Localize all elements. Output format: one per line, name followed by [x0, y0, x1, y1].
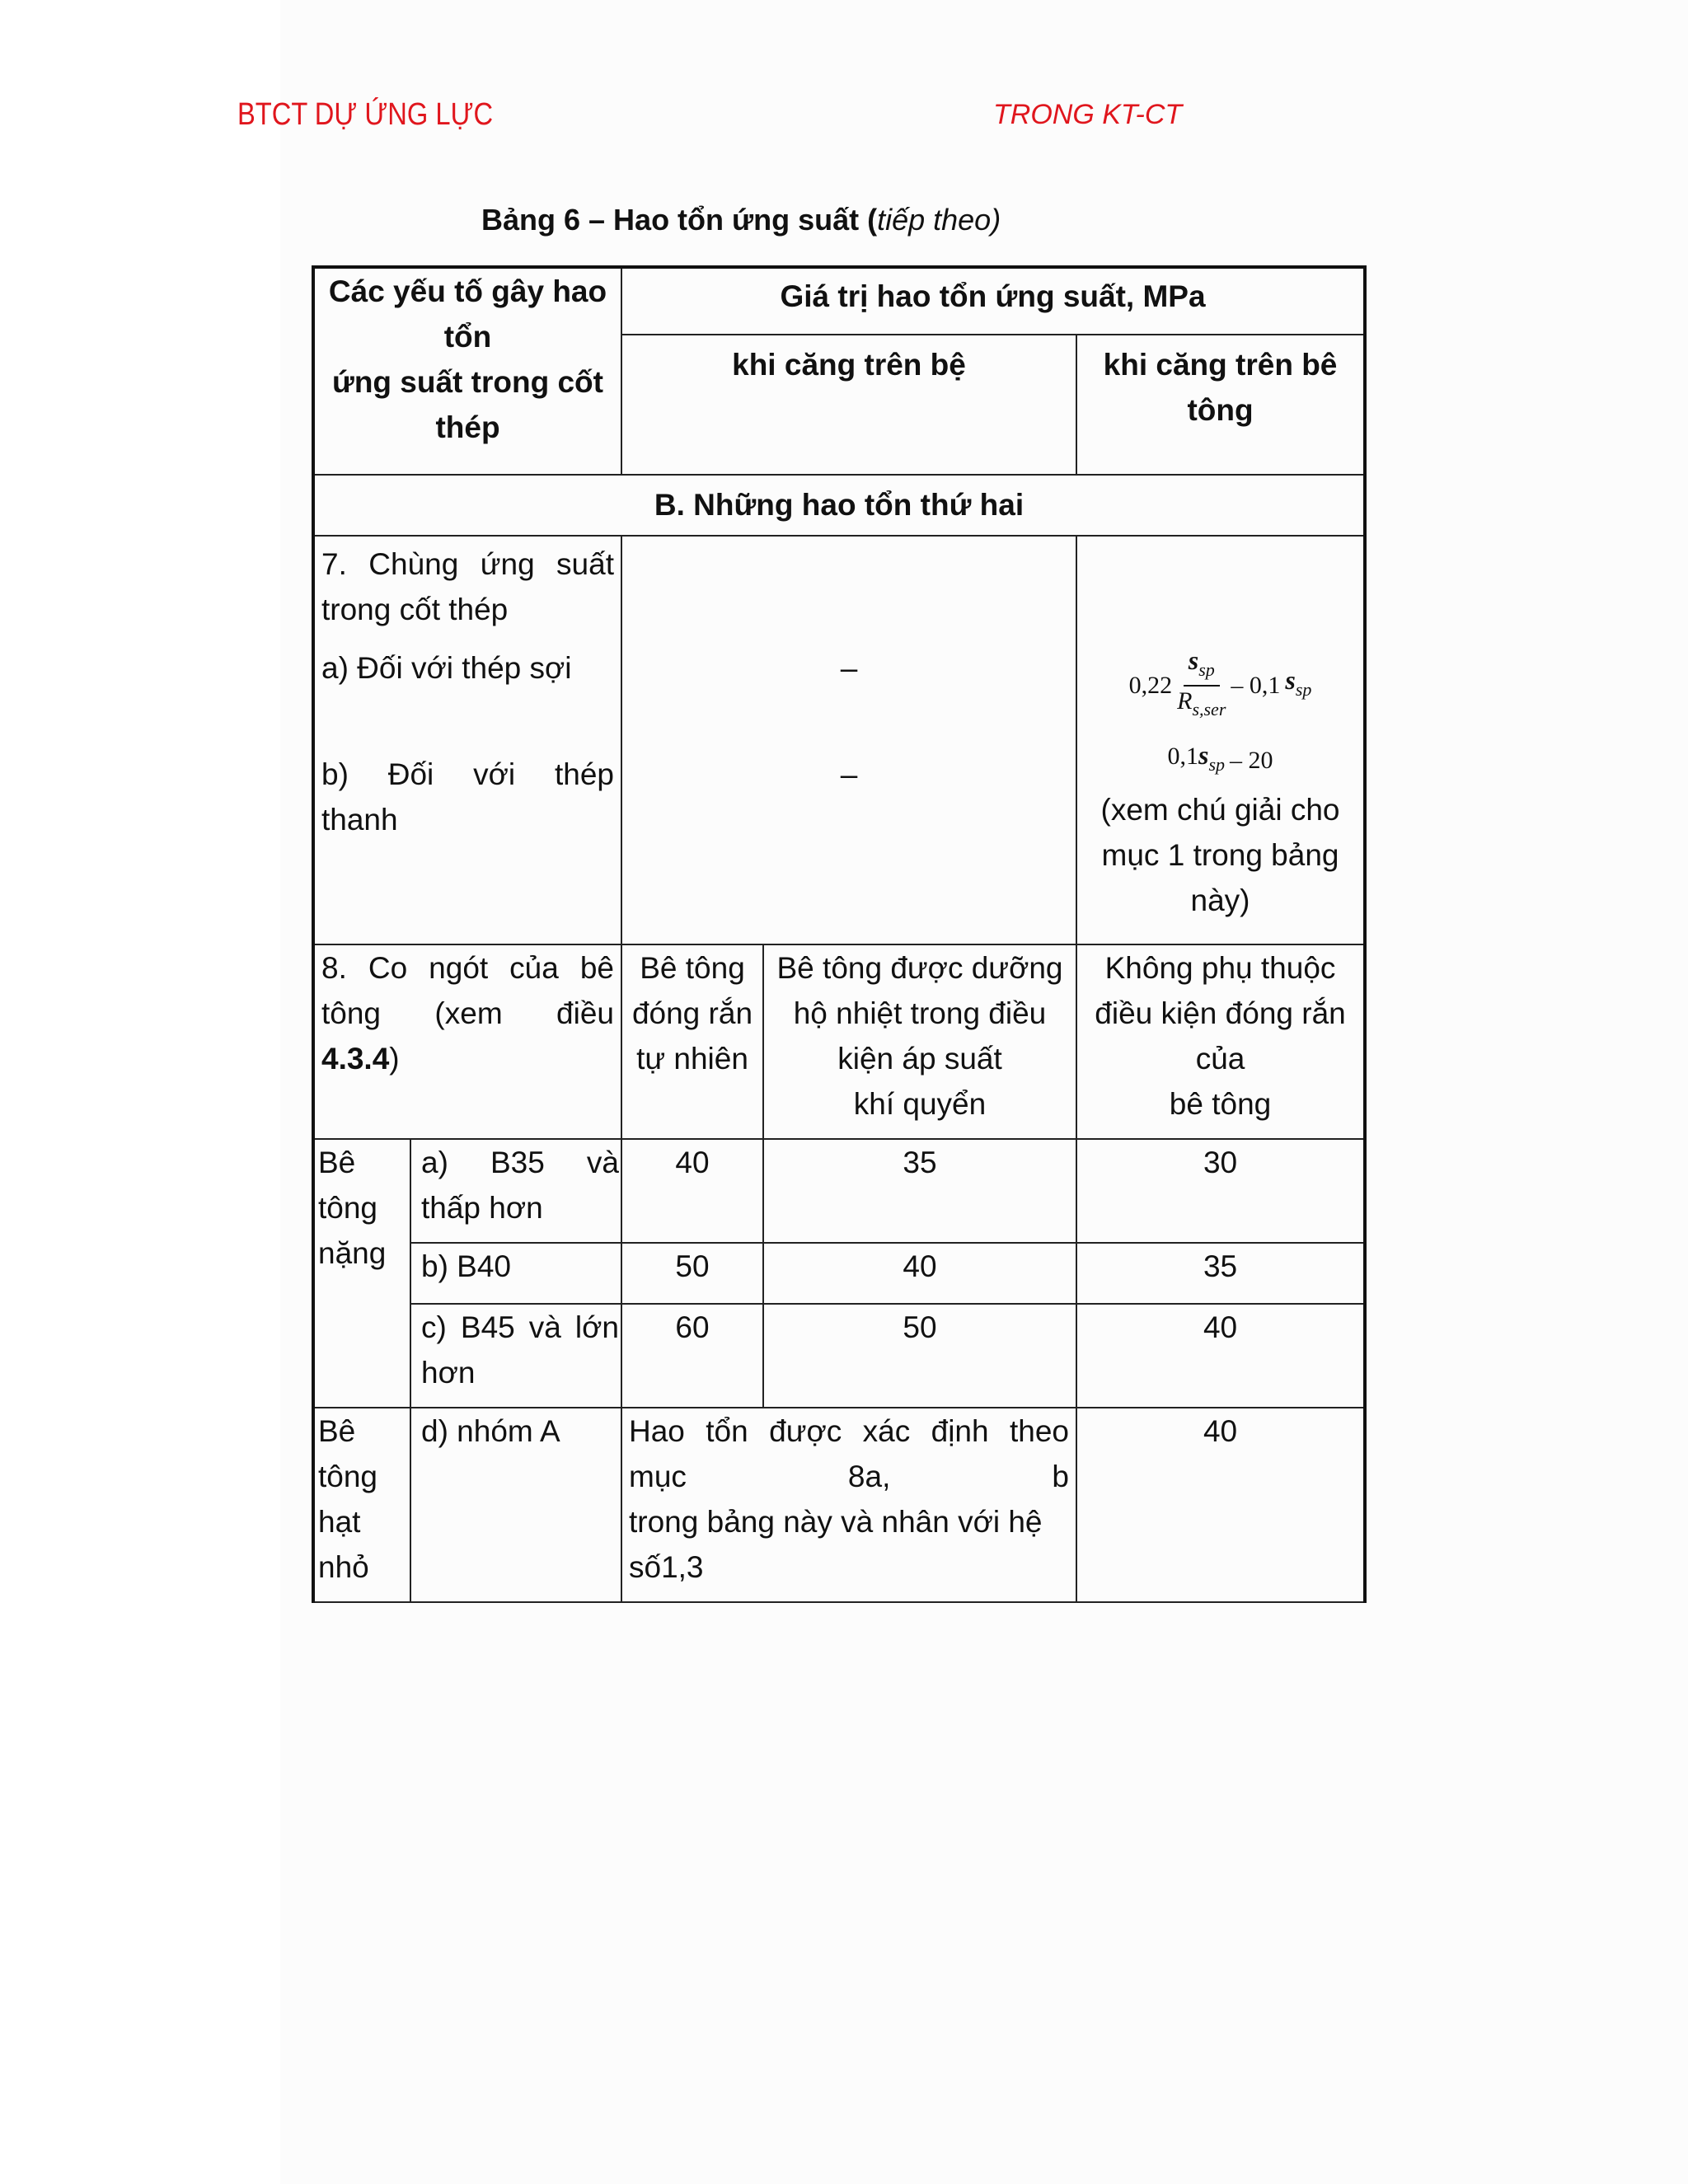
row7-factor: [313, 536, 621, 944]
row8-steam: [763, 944, 1076, 1139]
row8-clause-close: ): [389, 1042, 400, 1076]
row7-a-label: a) Đối với thép sợi: [321, 651, 572, 685]
heavy-row-b-label: b) B40: [410, 1243, 621, 1304]
formula-relaxation-wire: [1084, 645, 1357, 724]
heavy-row-a-label: [410, 1139, 621, 1243]
row7-b-label-line-2: thanh: [321, 803, 398, 837]
table-caption: [481, 203, 1001, 237]
heavy-row-c-independent: 40: [1076, 1304, 1365, 1408]
formula-a-den-sub: s,ser: [1192, 699, 1226, 719]
row8-natural-line-3: tự nhiên: [636, 1042, 748, 1076]
heavy-group-line-3: nặng: [318, 1236, 387, 1270]
row8-indep-line-4: bê tông: [1169, 1087, 1272, 1121]
row7-b-bed-value: –: [840, 757, 858, 791]
fine-group-line-4: nhỏ: [318, 1550, 369, 1584]
fine-concrete-group: [313, 1408, 410, 1602]
fine-group-line-1: Bê: [318, 1414, 356, 1448]
heavy-row-a-label-line-1: a) B35 và: [421, 1146, 619, 1179]
head-factors-line-3: ứng suất trong cốt: [332, 365, 603, 399]
heavy-row-c-natural: 60: [621, 1304, 763, 1408]
fine-row-d-note: [621, 1408, 1076, 1602]
row7-bed: [621, 536, 1076, 944]
formula-b-symbol: s: [1198, 740, 1209, 770]
row8-natural: [621, 944, 763, 1139]
head-factors-line-2: tổn: [443, 320, 492, 354]
row8-steam-line-3: kiện áp suất: [837, 1042, 1002, 1076]
heavy-row-c-steam: 50: [763, 1304, 1076, 1408]
fine-note-line-2: mục 8a, b: [629, 1460, 1069, 1493]
row7-b-label-line-1: b) Đối với thép: [321, 757, 614, 791]
row7-title-line-1: 7. Chùng ứng suất: [321, 547, 614, 581]
row7-note-line-2: mục 1 trong bảng: [1101, 838, 1339, 872]
formula-a-coef: 0,22: [1128, 671, 1173, 699]
heavy-group-line-2: tông: [318, 1191, 378, 1225]
heavy-row-a-independent: 30: [1076, 1139, 1365, 1243]
head-factors-line-1: Các yếu tố gây hao: [328, 274, 607, 308]
row8-independent: [1076, 944, 1365, 1139]
caption-italic: tiếp theo): [877, 203, 1001, 237]
row8-natural-line-1: Bê tông: [640, 951, 745, 985]
head-concrete-line-1: khi căng trên bê: [1103, 348, 1338, 382]
formula-a-tail-symbol: s: [1285, 665, 1296, 695]
heavy-row-a-steam: 35: [763, 1139, 1076, 1243]
formula-a-tail-sub: sp: [1295, 679, 1312, 700]
fine-note-line-3: trong bảng này và nhân với hệ số1,3: [629, 1505, 1043, 1584]
fine-row-d-independent: 40: [1076, 1408, 1365, 1602]
heavy-row-b-steam: 40: [763, 1243, 1076, 1304]
head-factors-line-4: thép: [435, 410, 500, 444]
row8-indep-line-1: Không phụ thuộc: [1104, 951, 1336, 985]
row7-note-line-1: (xem chú giải cho: [1100, 793, 1340, 827]
header-right: TRONG KT-CT: [993, 99, 1183, 130]
row8-steam-line-2: hộ nhiệt trong điều: [793, 996, 1047, 1030]
row8-indep-line-2: điều kiện đóng rắn: [1095, 996, 1346, 1030]
row7-note-line-3: này): [1190, 883, 1250, 917]
formula-a-fraction: [1177, 645, 1226, 724]
heavy-group-line-1: Bê: [318, 1146, 356, 1179]
head-concrete: [1076, 335, 1365, 475]
section-b-title: B. Những hao tổn thứ hai: [313, 475, 1365, 536]
row8-steam-line-1: Bê tông được dưỡng: [776, 951, 1063, 985]
row8-title-line-2: tông (xem điều: [321, 996, 614, 1030]
formula-a-num-sub: sp: [1198, 659, 1215, 680]
formula-b-tail: – 20: [1230, 746, 1273, 774]
caption-main: Bảng 6 – Hao tổn ứng suất (: [481, 203, 878, 237]
fine-row-d-label: d) nhóm A: [410, 1408, 621, 1602]
row7-title-line-2: trong cốt thép: [321, 593, 509, 626]
heavy-row-c-label-line-2: hơn: [421, 1356, 476, 1390]
row8-steam-line-4: khí quyển: [853, 1087, 987, 1121]
heavy-row-a-natural: 40: [621, 1139, 763, 1243]
formula-b-sub: sp: [1208, 754, 1226, 775]
row8-factor: [313, 944, 621, 1139]
row8-natural-line-2: đóng rắn: [631, 996, 753, 1030]
heavy-row-b-natural: 50: [621, 1243, 763, 1304]
heavy-row-c-label-line-1: c) B45 và lớn: [421, 1310, 619, 1344]
heavy-concrete-group: [313, 1139, 410, 1408]
formula-b-coef: 0,1: [1167, 743, 1198, 770]
fine-group-line-2: tông: [318, 1460, 378, 1493]
formula-relaxation-bar: [1084, 733, 1357, 787]
heavy-row-b-independent: 35: [1076, 1243, 1365, 1304]
head-concrete-line-2: tông: [1187, 393, 1254, 427]
heavy-row-a-label-line-2: thấp hơn: [421, 1191, 543, 1225]
head-factors: [313, 267, 621, 475]
formula-a-num-symbol: s: [1188, 645, 1199, 675]
heavy-row-c-label: [410, 1304, 621, 1408]
head-bed: khi căng trên bệ: [621, 335, 1076, 475]
loss-table: [312, 265, 1367, 1603]
header-left: BTCT DỰ ỨNG LỰC: [237, 97, 494, 132]
formula-a-minus: – 0,1: [1231, 671, 1281, 699]
row7-concrete: [1076, 536, 1365, 944]
fine-note-line-1: Hao tổn được xác định theo: [629, 1414, 1069, 1448]
row8-clause-ref: 4.3.4: [321, 1042, 390, 1076]
formula-a-den-symbol: R: [1177, 687, 1193, 715]
fine-group-line-3: hạt: [318, 1505, 361, 1539]
head-group: Giá trị hao tổn ứng suất, MPa: [621, 267, 1365, 335]
row7-a-bed-value: –: [840, 651, 858, 685]
row8-title-line-1: 8. Co ngót của bê: [321, 951, 614, 985]
row8-indep-line-3: của: [1195, 1042, 1245, 1076]
